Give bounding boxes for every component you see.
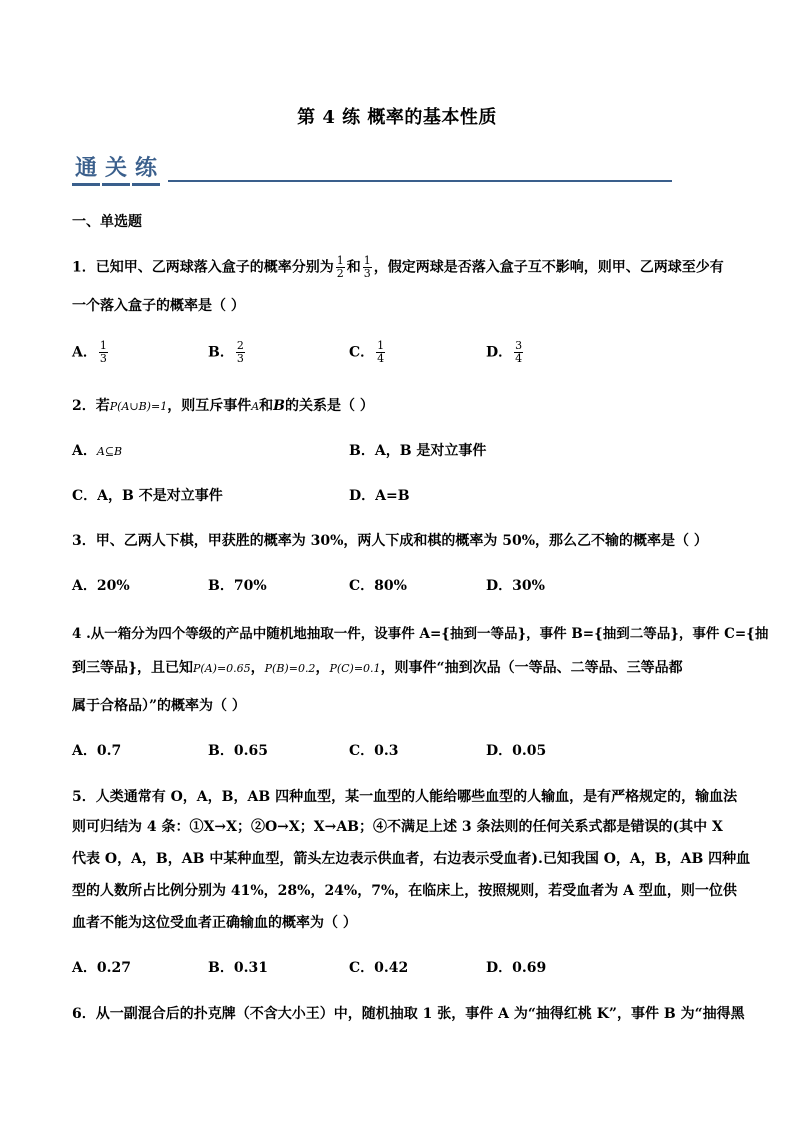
question-2-option-c: C．A，B 不是对立事件: [72, 488, 223, 504]
question-5-option-c: C．0.42: [349, 960, 409, 976]
question-3-option-b: B．70%: [208, 578, 267, 594]
question-2-option-b: B．A，B 是对立事件: [349, 443, 487, 459]
header-divider: [168, 180, 672, 182]
question-1-option-b: B． $\frac{2}{3}$: [208, 339, 244, 365]
fraction: $\frac{1}{3}$: [363, 254, 371, 280]
question-1-option-c: C． $\frac{1}{4}$: [349, 339, 385, 365]
section-logo: [72, 152, 172, 188]
question-1-line-1: 1．已知甲、乙两球落入盒子的概率分别为 $\frac{1}{2}$ 和 $\frac{1}{3}$ ，假定两球是否落入盒子互不影响，则甲、乙两球至少有: [72, 254, 724, 280]
question-4-option-b: B．0.65: [208, 743, 268, 759]
question-5-line-3: 代表 O，A，B，AB 中某种血型，箭头左边表示供血者，右边表示受血者).已知我国 O，A，B，AB 四种血: [72, 851, 751, 867]
question-2-line-1: 2．若P(A∪B)=1，则互斥事件A和B的关系是（ ）: [72, 398, 374, 414]
formula: P(A∪B)=1: [109, 400, 168, 413]
question-4-line-2: 到三等品}，且已知P(A)=0.65，P(B)=0.2，P(C)=0.1，则事件“抽到次品（一等品、二等品、三等品都: [72, 660, 683, 676]
question-4-option-d: D．0.05: [486, 743, 547, 759]
question-2-option-d: D．A=B: [349, 488, 410, 504]
question-3-option-c: C．80%: [349, 578, 407, 594]
question-2-option-a: A．A⊆B: [72, 443, 123, 459]
question-5-line-4: 型的人数所占比例分别为 41%，28%，24%，7%，在临床上，按照规则，若受血者为 A 型血，则一位供: [72, 883, 737, 899]
question-4-line-1: 4 .从一箱分为四个等级的产品中随机地抽取一件，设事件 A={抽到一等品}，事件 B={抽到二等品}，事件 C={抽: [72, 626, 769, 642]
question-6-line-1: 6．从一副混合后的扑克牌（不含大小王）中，随机抽取 1 张，事件 A 为“抽得红桃 K”，事件 B 为“抽得黑: [72, 1006, 745, 1022]
question-5-line-1: 5．人类通常有 O，A，B，AB 四种血型，某一血型的人能给哪些血型的人输血，是有严格规定的，输血法: [72, 789, 738, 805]
question-5-option-a: A．0.27: [72, 960, 131, 976]
question-1-option-a: A． $\frac{1}{3}$: [72, 339, 107, 365]
question-5-option-d: D．0.69: [486, 960, 547, 976]
page-title: 第 4 练 概率的基本性质: [297, 107, 497, 128]
question-1-line-2: 一个落入盒子的概率是（ ）: [72, 298, 245, 314]
fraction: $\frac{1}{2}$: [336, 254, 344, 280]
question-4-option-a: A．0.7: [72, 743, 122, 759]
section-heading: 一、单选题: [72, 214, 142, 230]
question-4-line-3: 属于合格品）”的概率为（ ）: [72, 698, 246, 714]
question-5-option-b: B．0.31: [208, 960, 268, 976]
logo-char-3: 练: [132, 155, 160, 186]
question-5-line-5: 血者不能为这位受血者正确输血的概率为（ ）: [72, 915, 357, 931]
question-3-option-a: A．20%: [72, 578, 130, 594]
question-4-option-c: C．0.3: [349, 743, 399, 759]
question-1-option-d: D． $\frac{3}{4}$: [486, 339, 523, 365]
logo-char-2: 关: [102, 155, 130, 186]
question-5-line-2: 则可归结为 4 条：①X→X；②O→X；X→AB；④不满足上述 3 条法则的任何关系式都是错误的(其中 X: [72, 819, 723, 835]
logo-char-1: 通: [72, 155, 100, 186]
question-3-text: 3．甲、乙两人下棋，甲获胜的概率为 30%，两人下成和棋的概率为 50%，那么乙不输的概率是（ ）: [72, 533, 708, 549]
question-3-option-d: D．30%: [486, 578, 545, 594]
